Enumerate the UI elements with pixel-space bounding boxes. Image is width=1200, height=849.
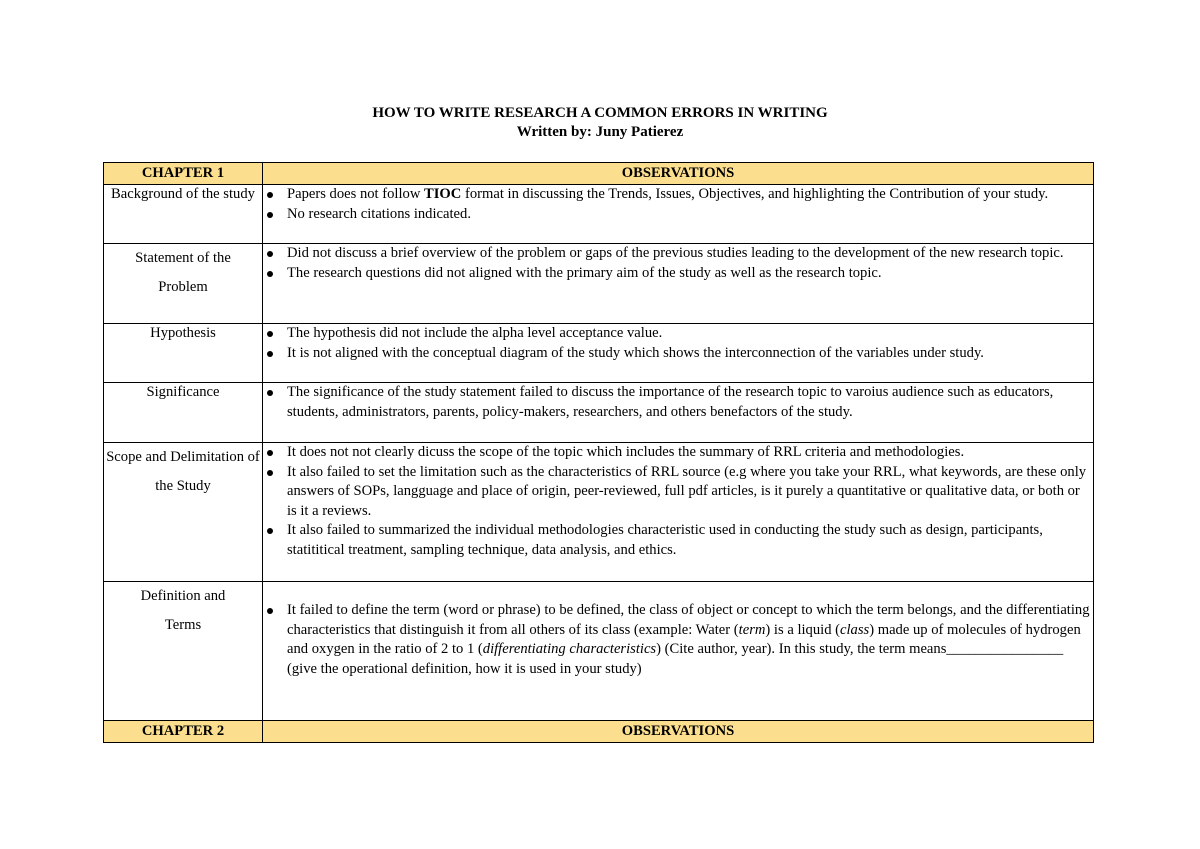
- chapter2-label: CHAPTER 2: [104, 721, 263, 743]
- chapter1-label: CHAPTER 1: [104, 163, 263, 185]
- list-item: The significance of the study statement failed to discuss the importance of the research topic to varoius audience such as educators, students, administrators, parents, policy-makers, researchers, and others benefactors of the study.: [287, 383, 1093, 422]
- table-row: [104, 443, 1094, 582]
- list-item: It is not aligned with the conceptual diagram of the study which shows the interconnection of the variables under study.: [287, 344, 1093, 364]
- row-observations: [263, 582, 1094, 721]
- document-author: Written by: Juny Patierez: [516, 124, 684, 140]
- observations-table: [103, 162, 1094, 743]
- list-item: Papers does not follow TIOC format in discussing the Trends, Issues, Objectives, and highlighting the Contribution of your study.: [287, 185, 1093, 205]
- document-header: [0, 104, 1200, 142]
- list-item: No research citations indicated.: [287, 205, 1093, 225]
- chapter2-header-row: [104, 721, 1094, 743]
- row-observations: [263, 324, 1094, 383]
- list-item: It failed to define the term (word or phrase) to be defined, the class of object or concept to which the term belongs, and the differentiating characteristics that distinguish it from all others of its class (example: Water (term) is a liquid (class) made up of molecules of hydrogen and oxygen in the ratio of 2 to 1 (differentiating characteristics) (Cite author, year). In this study, the term means________________ (give the operational definition, how it is used in your study): [287, 601, 1093, 679]
- table-row: [104, 383, 1094, 443]
- list-item: It does not not clearly dicuss the scope of the topic which includes the summary of RRL criteria and methodologies.: [287, 443, 1093, 463]
- row-label-hypothesis: Hypothesis: [104, 324, 263, 383]
- table-row: [104, 244, 1094, 324]
- chapter2-observations-label: OBSERVATIONS: [263, 721, 1094, 743]
- list-item: The hypothesis did not include the alpha level acceptance value.: [287, 324, 1093, 344]
- row-label-statement: Statement of the Problem: [104, 244, 263, 324]
- row-observations: [263, 383, 1094, 443]
- row-label-background: Background of the study: [104, 185, 263, 244]
- row-label-scope: Scope and Delimitation of the Study: [104, 443, 263, 582]
- chapter1-observations-label: OBSERVATIONS: [263, 163, 1094, 185]
- table-row: [104, 185, 1094, 244]
- row-observations: [263, 244, 1094, 324]
- table-row: [104, 324, 1094, 383]
- row-label-definition: Definition and Terms: [104, 582, 263, 721]
- row-observations: [263, 443, 1094, 582]
- document-title: HOW TO WRITE RESEARCH A COMMON ERRORS IN WRITING: [372, 105, 828, 121]
- row-label-significance: Significance: [104, 383, 263, 443]
- list-item: Did not discuss a brief overview of the problem or gaps of the previous studies leading to the development of the new research topic.: [287, 244, 1093, 264]
- list-item: It also failed to set the limitation such as the characteristics of RRL source (e.g where you take your RRL, what keywords, are these only answers of SOPs, langguage and place of origin, peer-reviewed, full pdf articles, is it purely a quantitative or qualitative data, or both or is it a reviews.: [287, 463, 1093, 522]
- table-row: [104, 582, 1094, 721]
- list-item: It also failed to summarized the individual methodologies characteristic used in conducting the study such as design, participants, statititical treatment, sampling technique, data analysis, and ethics.: [287, 521, 1093, 560]
- row-observations: [263, 185, 1094, 244]
- chapter1-header-row: [104, 163, 1094, 185]
- list-item: The research questions did not aligned with the primary aim of the study as well as the research topic.: [287, 264, 1093, 284]
